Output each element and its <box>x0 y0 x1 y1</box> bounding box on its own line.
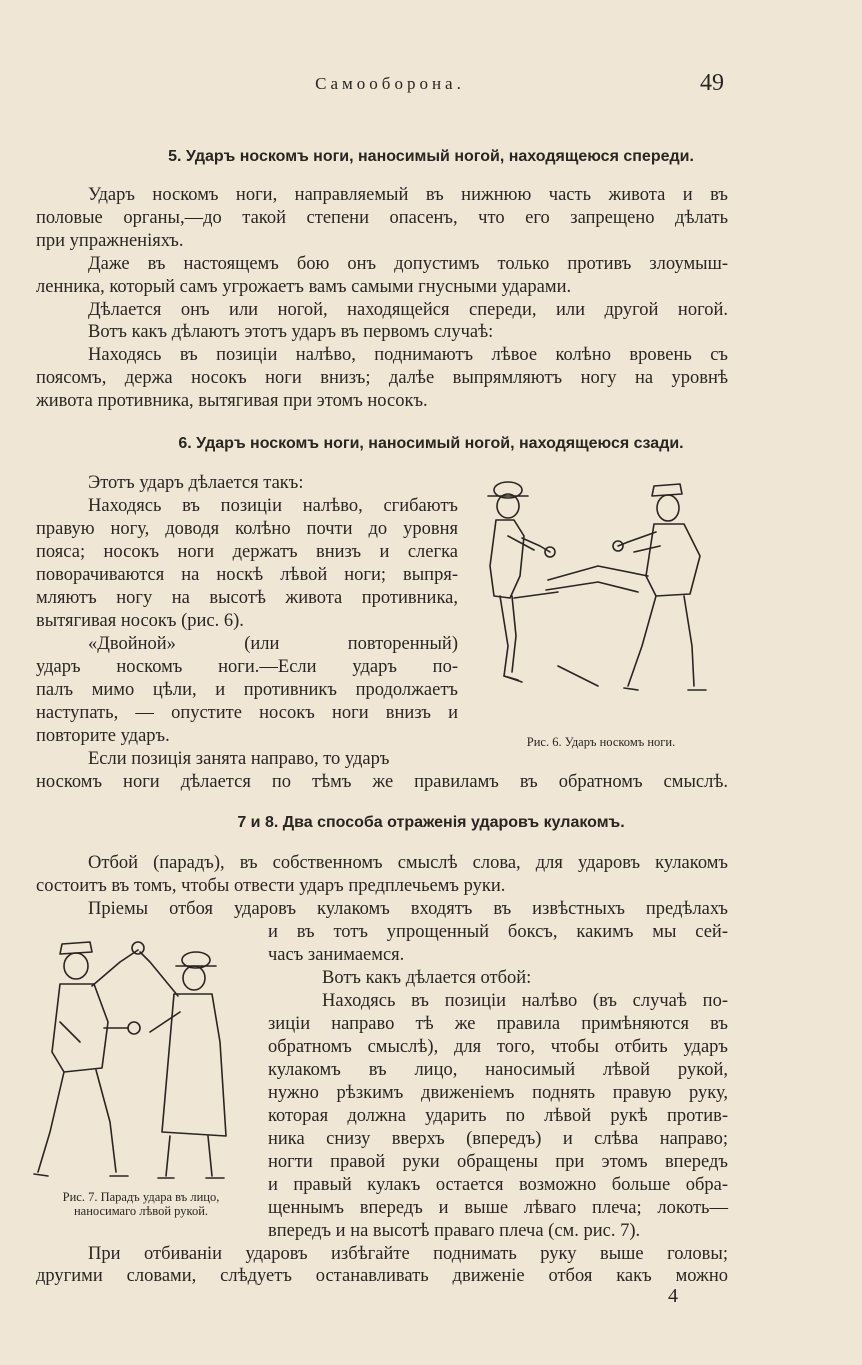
text-line: другими словами, слѣдуетъ останавливать движенiе отбоя какъ можно <box>36 1266 728 1286</box>
text-line: пояса; носокъ ноги держатъ внизъ и слегка <box>36 542 458 562</box>
text-line: Находясь въ позицiи налѣво, поднимаютъ лѣвое колѣно вровень съ <box>88 345 728 365</box>
text-line: Вотъ какъ дѣлается отбой: <box>322 968 532 988</box>
page-number: 49 <box>700 70 724 96</box>
figure-6-caption: Рис. 6. Ударъ носкомъ ноги. <box>526 735 676 749</box>
text-line: поворачиваются на носкѣ лѣвой ноги; выпря- <box>36 565 458 585</box>
text-line: часъ занимаемся. <box>268 945 405 965</box>
text-line: поясомъ, держа носокъ ноги внизъ; далѣе выпрямляютъ ногу на уровнѣ <box>36 368 728 388</box>
text-line: правую ногу, доводя колѣно почти до уровня <box>36 519 458 539</box>
text-line: ника снизу вверхъ (впередъ) и слѣва направо; <box>268 1129 728 1149</box>
text-line: вытягивая носокъ (рис. 6). <box>36 611 244 631</box>
text-line: повторите ударъ. <box>36 726 170 746</box>
text-line: Прiемы отбоя ударовъ кулакомъ входятъ въ извѣстныхъ предѣлахъ <box>88 899 728 919</box>
text-line: зицiи направо тѣ же правила примѣняются въ <box>268 1014 728 1034</box>
text-line: «Двойной» (или повторенный) <box>88 634 458 654</box>
text-line: щеннымъ впередъ и выше лѣваго плеча; локоть— <box>268 1198 728 1218</box>
text-line: ногти правой руки обращены при этомъ впередъ <box>268 1152 728 1172</box>
text-line: которая должна ударить по лѣвой рукѣ против- <box>268 1106 728 1126</box>
text-line: При отбиванiи ударовъ избѣгайте поднимать руку выше головы; <box>88 1244 728 1264</box>
section-7-8-heading: 7 и 8. Два способа отраженiя ударовъ кулакомъ. <box>237 814 625 831</box>
text-line: впередъ и на высотѣ праваго плеча (см. рис. 7). <box>268 1221 641 1241</box>
text-line: половые органы,—до такой степени опасенъ, что его запрещено дѣлать <box>36 208 728 228</box>
figure-7-illustration <box>30 932 250 1184</box>
text-line: при упражненiяхъ. <box>36 231 184 251</box>
figure-7-caption-line1: Рис. 7. Парадъ удара въ лицо, <box>62 1190 220 1204</box>
printer-signature-mark: 4 <box>668 1285 678 1307</box>
text-line: палъ мимо цѣли, и противникъ продолжаетъ <box>36 680 458 700</box>
text-line: Находясь въ позицiи налѣво, сгибаютъ <box>88 496 458 516</box>
text-line: Если позицiя занята направо, то ударъ <box>88 749 390 769</box>
text-line: и въ тотъ упрощенный боксъ, какимъ мы сей- <box>268 922 728 942</box>
text-line: Вотъ какъ дѣлаютъ этотъ ударъ въ первомъ случаѣ: <box>88 322 494 342</box>
section-5-heading: 5. Ударъ носкомъ ноги, наносимый ногой, находящеюся спереди. <box>168 148 694 165</box>
text-line: Этотъ ударъ дѣлается такъ: <box>88 473 304 493</box>
text-line: Находясь въ позицiи налѣво (въ случаѣ по- <box>322 991 728 1011</box>
text-line: Дѣлается онъ или ногой, находящейся спереди, или другой ногой. <box>88 300 728 320</box>
text-line: живота противника, вытягивая при этомъ носокъ. <box>36 391 428 411</box>
text-line: носкомъ ноги дѣлается по тѣмъ же правиламъ въ обратномъ смыслѣ. <box>36 772 728 792</box>
text-line: Отбой (парадъ), въ собственномъ смыслѣ слова, для ударовъ кулакомъ <box>88 853 728 873</box>
section-6-heading: 6. Ударъ носкомъ ноги, наносимый ногой, находящеюся сзади. <box>178 435 684 452</box>
text-line: и правый кулакъ остается возможно больше обра- <box>268 1175 728 1195</box>
figure-6-illustration <box>478 476 724 716</box>
text-line: состоитъ въ томъ, чтобы отвести ударъ предплечьемъ руки. <box>36 876 506 896</box>
text-line: мляютъ ногу на высотѣ живота противника, <box>36 588 458 608</box>
text-line: ударъ носкомъ ноги.—Если ударъ по- <box>36 657 458 677</box>
figure-7-caption-line2: наносимаго лѣвой рукой. <box>73 1204 209 1218</box>
running-title: Самооборона. <box>315 74 465 93</box>
text-line: кулакомъ въ лицо, наносимый лѣвой рукой, <box>268 1060 728 1080</box>
text-line: нужно рѣзкимъ движенiемъ поднять правую руку, <box>268 1083 728 1103</box>
text-line: ленника, который самъ угрожаетъ вамъ самыми гнусными ударами. <box>36 277 572 297</box>
text-line: наступать, — опустите носокъ ноги внизъ и <box>36 703 458 723</box>
text-line: Ударъ носкомъ ноги, направляемый въ нижнюю часть живота и въ <box>88 185 728 205</box>
text-line: Даже въ настоящемъ бою онъ допустимъ только противъ злоумыш- <box>88 254 728 274</box>
text-line: обратномъ смыслѣ), для того, чтобы отбить ударъ <box>268 1037 728 1057</box>
